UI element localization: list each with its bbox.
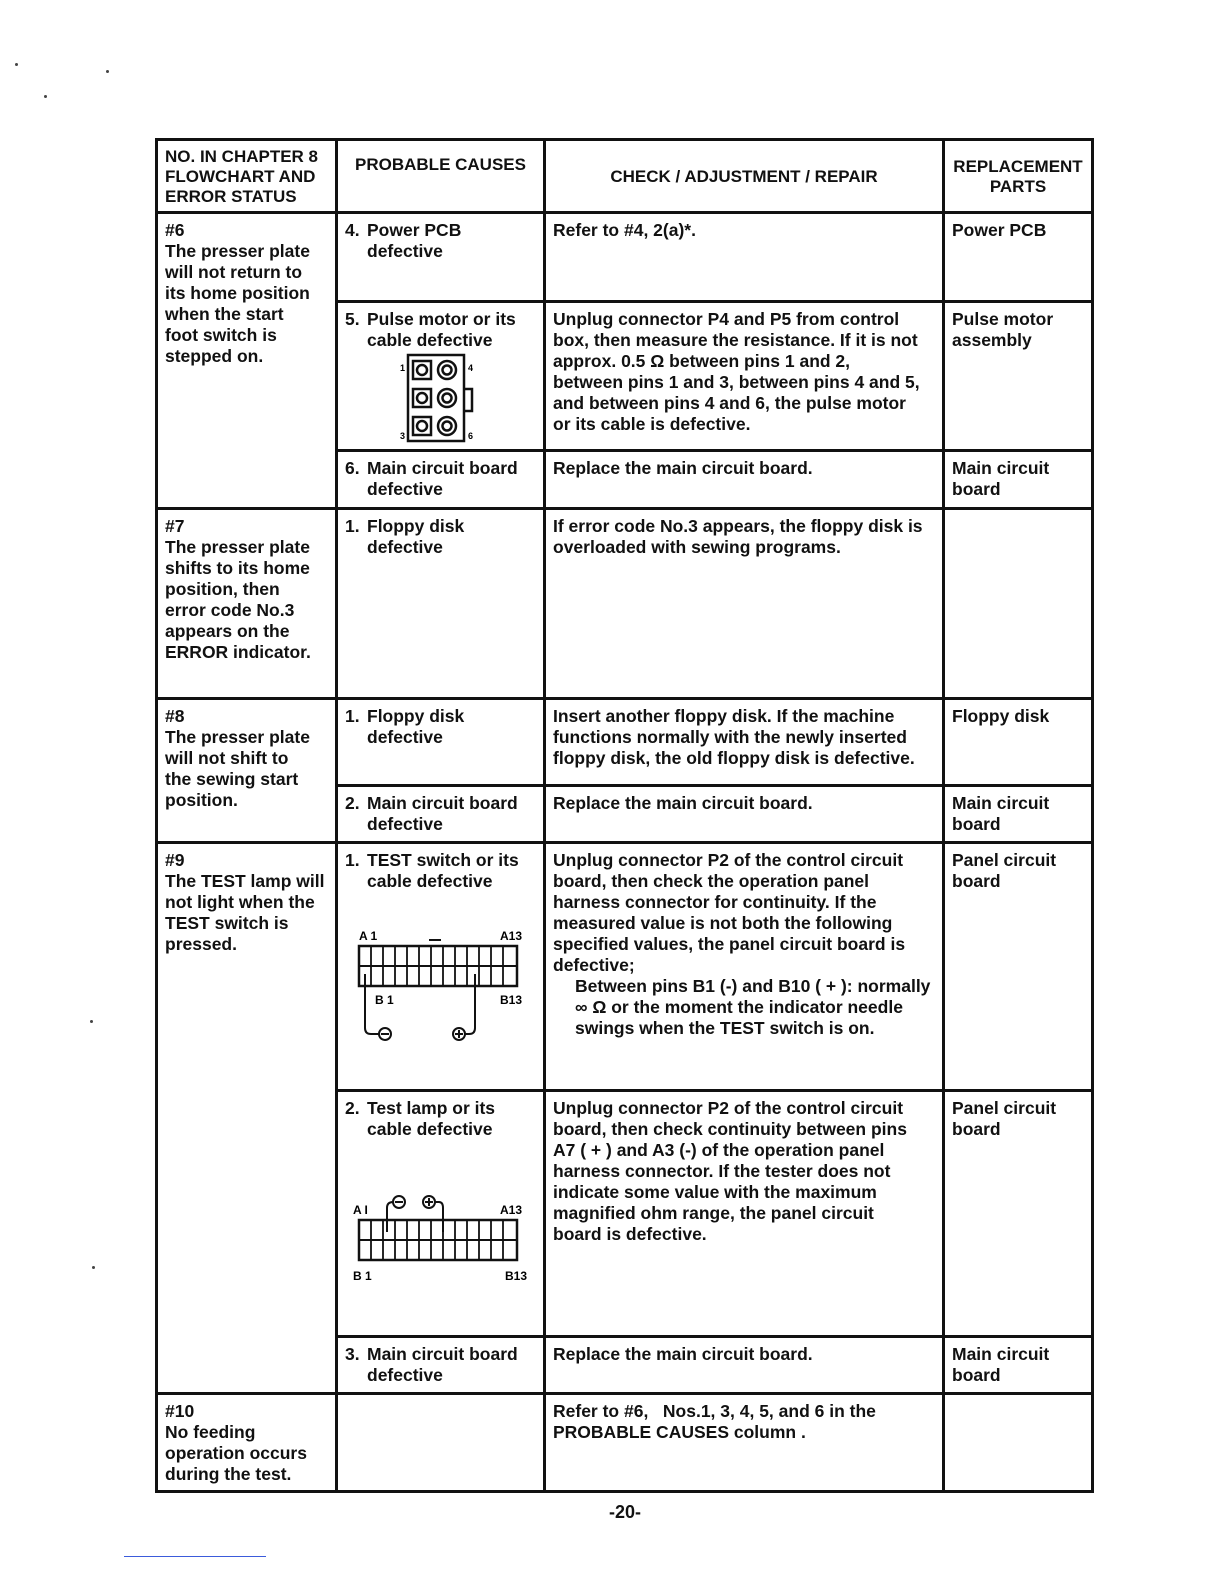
svg-text:B13: B13 bbox=[500, 993, 523, 1007]
part-panel-circuit-board: Panel circuit board bbox=[944, 843, 1093, 1091]
check-pulse-motor: Unplug connector P4 and P5 from control box, then measure the resistance. If it is not approx. 0.5 Ω between pins 1 and 2, between pins 1 and 3, between pins 4 and 5, and between pins 4 and 6, the pulse motor or its cable is defective. bbox=[545, 302, 944, 451]
header-row bbox=[157, 140, 1093, 213]
part-power-pcb: Power PCB bbox=[944, 213, 1093, 302]
troubleshooting-table bbox=[155, 138, 1094, 1493]
error-status-10: #10 No feeding operation occurs during the test. bbox=[157, 1394, 337, 1492]
check-test-switch: Unplug connector P2 of the control circuit board, then check the operation panel harness connector for continuity. If the measured value is not both the following specified values, the panel circuit board is defective; Between pins B1 (-) and B10 ( + ): normally ∞ Ω or the moment the indicator needle swings when the TEST switch is on. bbox=[545, 843, 944, 1091]
cause-main-circuit-board: 2. Main circuit board defective bbox=[337, 786, 545, 843]
cause-test-lamp: 2. Test lamp or its cable defective A I A13 B 1 B13 bbox=[337, 1091, 545, 1337]
scan-speck bbox=[44, 95, 47, 98]
svg-text:A13: A13 bbox=[500, 929, 523, 943]
error-status-9: #9 The TEST lamp will not light when the TEST switch is pressed. bbox=[157, 843, 337, 1394]
header-error-status: NO. IN CHAPTER 8 FLOWCHART AND ERROR STATUS bbox=[157, 140, 337, 213]
svg-text:A I: A I bbox=[353, 1203, 368, 1217]
cause-pulse-motor: 5. Pulse motor or its cable defective 1 4 3 6 bbox=[337, 302, 545, 451]
part-main-circuit-board: Main circuit board bbox=[944, 451, 1093, 509]
check-power-pcb: Refer to #4, 2(a)*. bbox=[545, 213, 944, 302]
header-probable-causes: PROBABLE CAUSES bbox=[337, 140, 545, 213]
table-row bbox=[157, 509, 1093, 699]
svg-text:A13: A13 bbox=[500, 1203, 523, 1217]
scan-speck bbox=[15, 63, 18, 66]
part-main-circuit-board: Main circuit board bbox=[944, 786, 1093, 843]
part-empty bbox=[944, 1394, 1093, 1492]
header-check-adjustment-repair: CHECK / ADJUSTMENT / REPAIR bbox=[545, 140, 944, 213]
error-status-8: #8 The presser plate will not shift to the sewing start position. bbox=[157, 699, 337, 843]
svg-text:B 1: B 1 bbox=[353, 1269, 372, 1283]
part-main-circuit-board: Main circuit board bbox=[944, 1337, 1093, 1394]
part-pulse-motor: Pulse motor assembly bbox=[944, 302, 1093, 451]
cause-floppy-disk: 1. Floppy disk defective bbox=[337, 509, 545, 699]
error-status-7: #7 The presser plate shifts to its home position, then error code No.3 appears on the ERROR indicator. bbox=[157, 509, 337, 699]
test-lamp-connector-diagram bbox=[345, 1180, 535, 1290]
error-status-6: #6 The presser plate will not return to its home position when the start foot switch is stepped on. bbox=[157, 213, 337, 509]
cause-main-circuit-board: 6. Main circuit board defective bbox=[337, 451, 545, 509]
check-floppy-overload: If error code No.3 appears, the floppy disk is overloaded with sewing programs. bbox=[545, 509, 944, 699]
check-floppy-disk: Insert another floppy disk. If the machine functions normally with the newly inserted floppy disk, the old floppy disk is defective. bbox=[545, 699, 944, 786]
footer-underline bbox=[124, 1556, 266, 1557]
svg-text:3: 3 bbox=[400, 431, 406, 441]
table-row bbox=[157, 1394, 1093, 1492]
check-main-circuit-board: Replace the main circuit board. bbox=[545, 1337, 944, 1394]
svg-text:1: 1 bbox=[400, 363, 406, 373]
cause-floppy-disk: 1. Floppy disk defective bbox=[337, 699, 545, 786]
part-panel-circuit-board: Panel circuit board bbox=[944, 1091, 1093, 1337]
cause-test-switch: 1. TEST switch or its cable defective A 1 A13 B 1 B13 bbox=[337, 843, 545, 1091]
scan-speck bbox=[90, 1020, 93, 1023]
table-row bbox=[157, 699, 1093, 786]
svg-text:4: 4 bbox=[468, 363, 474, 373]
svg-text:B13: B13 bbox=[505, 1269, 528, 1283]
cause-empty bbox=[337, 1394, 545, 1492]
part-empty bbox=[944, 509, 1093, 699]
table-row bbox=[157, 213, 1093, 302]
test-switch-connector-diagram bbox=[345, 926, 535, 1056]
part-floppy-disk: Floppy disk bbox=[944, 699, 1093, 786]
check-test-lamp: Unplug connector P2 of the control circuit board, then check continuity between pins A7 ( + ) and A3 (-) of the operation panel harness connector. If the tester does not indicate some value with the maximum magnified ohm range, the panel circuit board is defective. bbox=[545, 1091, 944, 1337]
table-row bbox=[157, 843, 1093, 1091]
svg-text:A 1: A 1 bbox=[359, 929, 378, 943]
scan-speck bbox=[106, 70, 109, 73]
check-main-circuit-board: Replace the main circuit board. bbox=[545, 786, 944, 843]
header-replacement-parts: REPLACEMENT PARTS bbox=[944, 140, 1093, 213]
page-number: -20- bbox=[608, 1502, 641, 1522]
check-refer-6: Refer to #6, Nos.1, 3, 4, 5, and 6 in the PROBABLE CAUSES column . bbox=[545, 1394, 944, 1492]
svg-text:B 1: B 1 bbox=[375, 993, 394, 1007]
check-main-circuit-board: Replace the main circuit board. bbox=[545, 451, 944, 509]
scan-speck bbox=[92, 1266, 95, 1269]
cause-main-circuit-board: 3. Main circuit board defective bbox=[337, 1337, 545, 1394]
cause-power-pcb: 4. Power PCB defective bbox=[337, 213, 545, 302]
svg-text:6: 6 bbox=[468, 431, 474, 441]
connector-p4-p5-diagram bbox=[345, 353, 535, 445]
